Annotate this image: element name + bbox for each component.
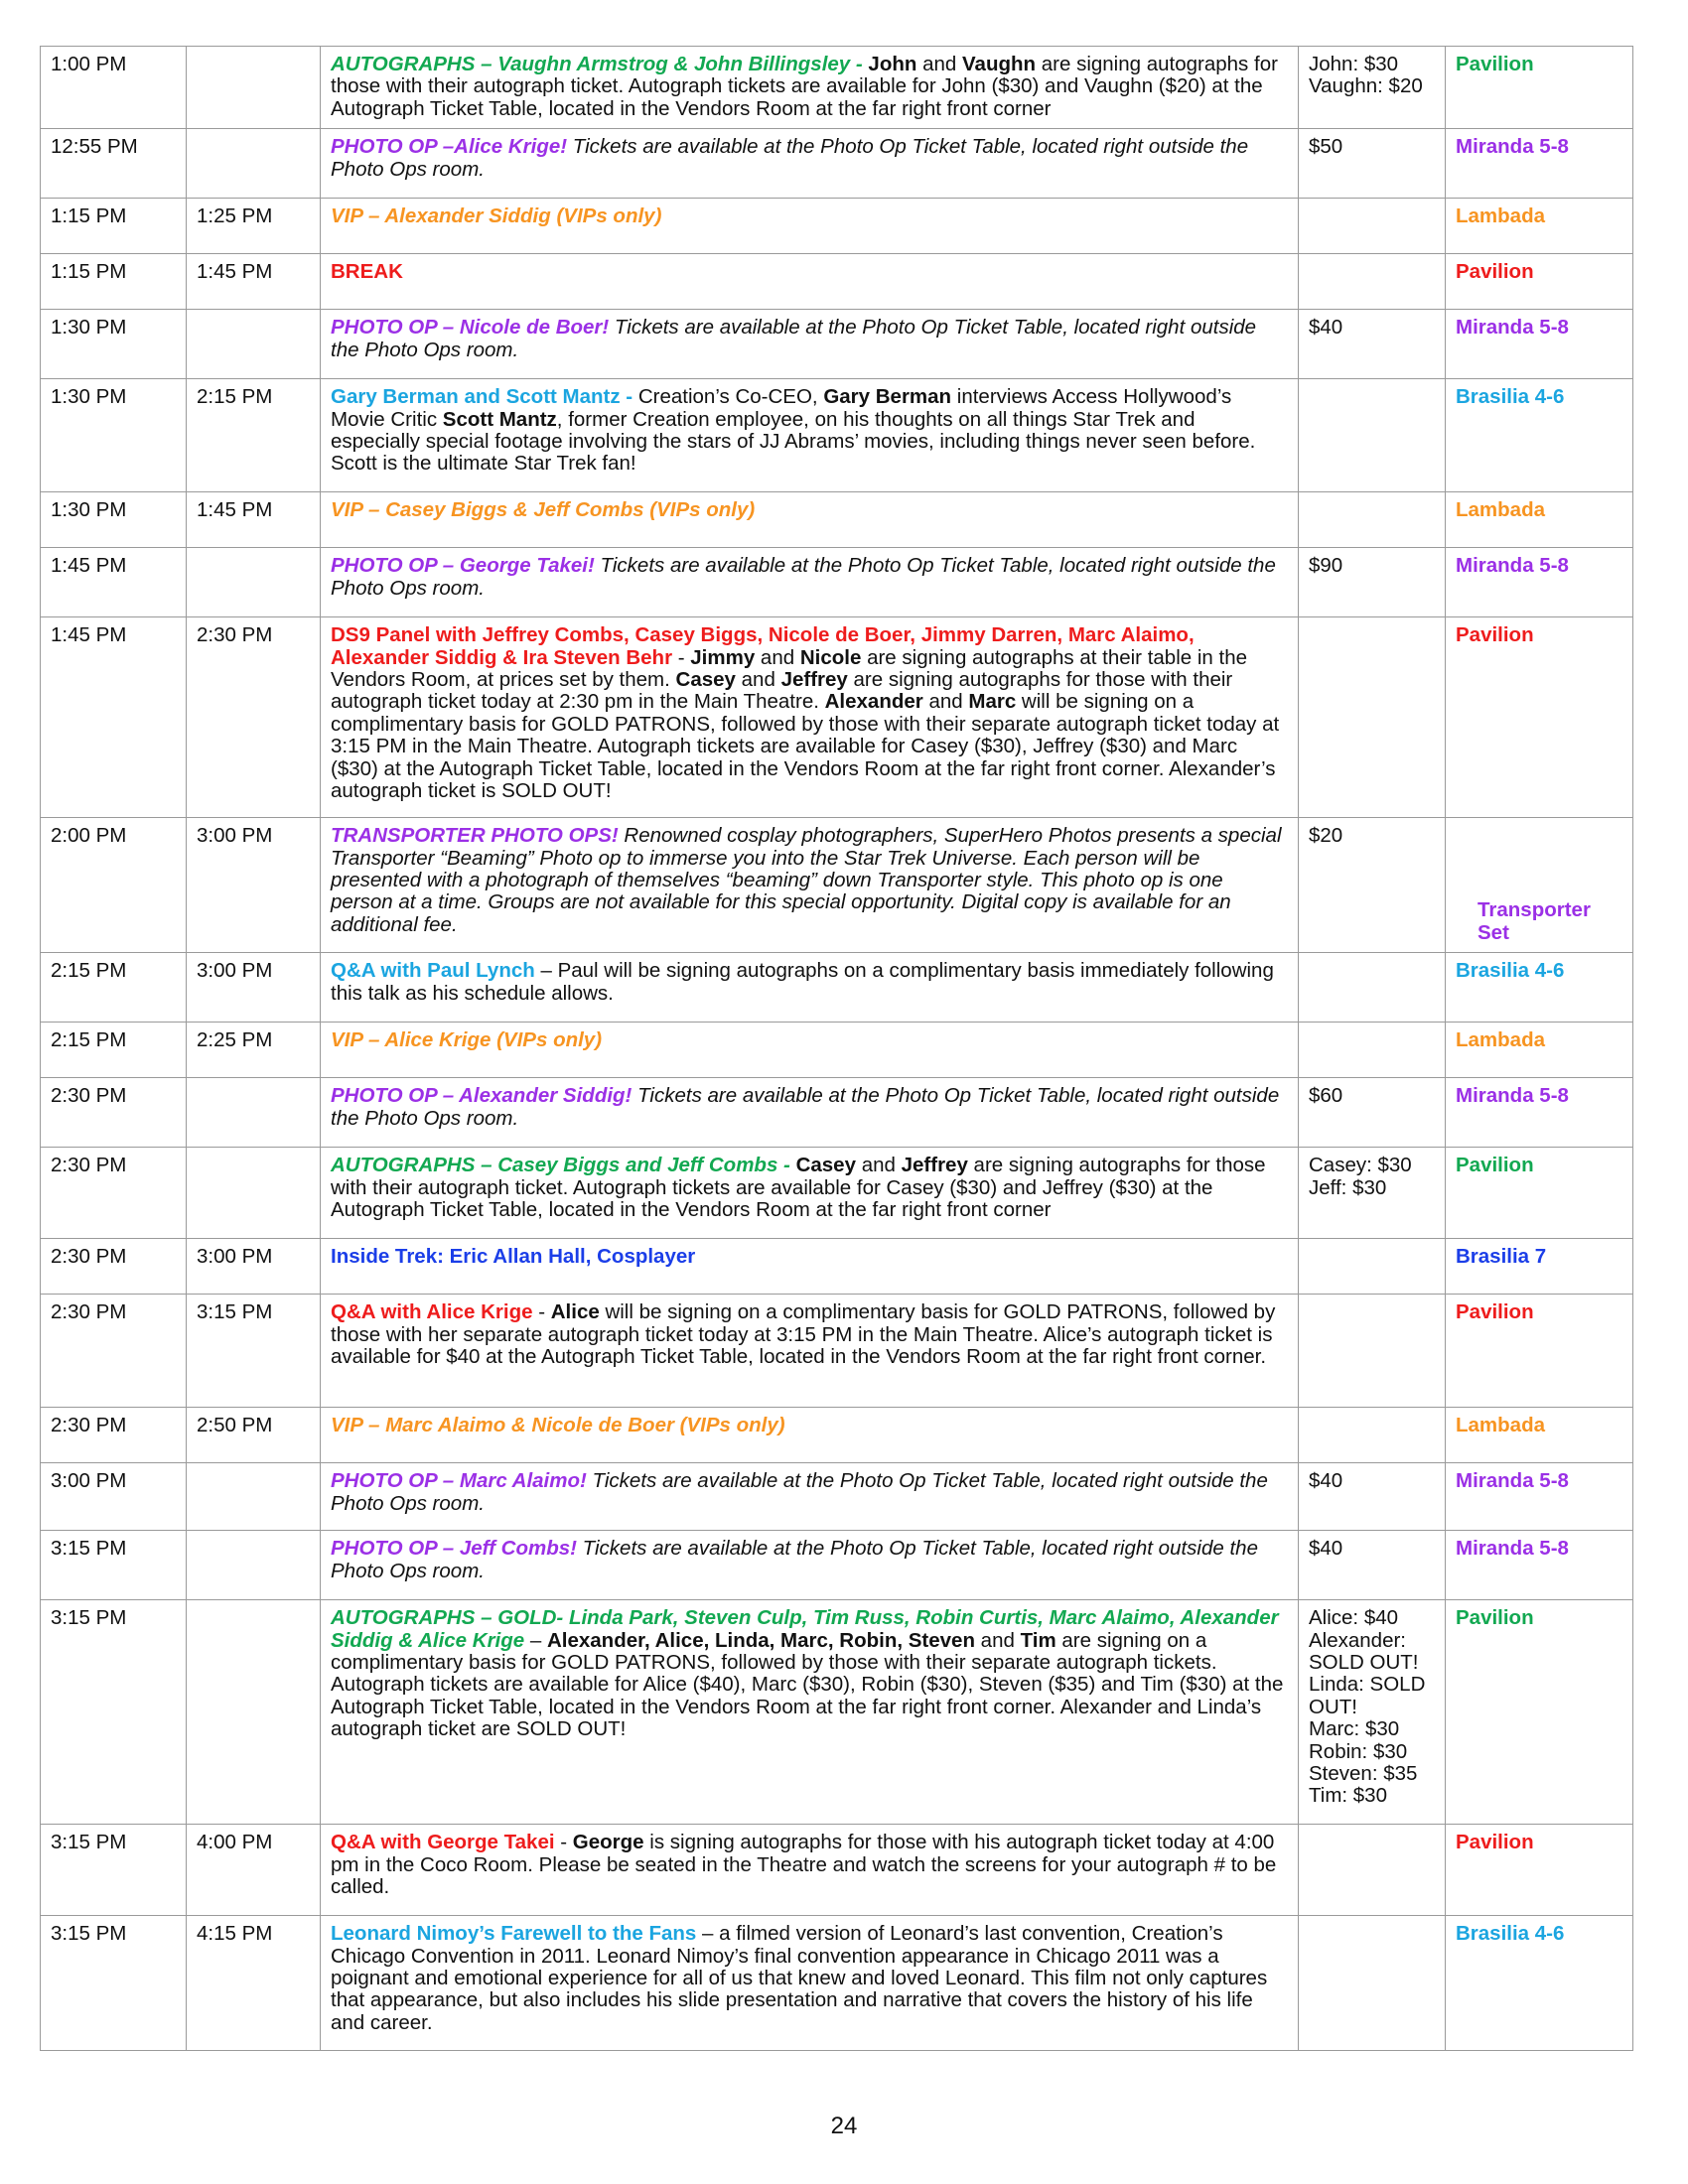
price-cell [1299,953,1446,1023]
event-description [321,47,1299,129]
event-title: VIP – Alexander Siddig (VIPs only) [331,205,662,228]
end-time: 2:25 PM [187,1023,321,1078]
room-name: Miranda 5-8 [1446,1463,1633,1531]
event-title: VIP – Marc Alaimo & Nicole de Boer (VIPs only) [331,1414,785,1437]
event-detail-text: are signing autographs for those with their autograph ticket. Autograph tickets are available for John ($30) and Vaughn ($20) at the Autograph Ticket Table, located in the Vendors Room at the far right front corner [331,53,1278,120]
end-time: 2:30 PM [187,617,321,818]
end-time: 3:00 PM [187,818,321,953]
end-time [187,1600,321,1825]
event-title: Alice Krige [426,1300,533,1324]
start-time: 1:15 PM [41,199,187,254]
end-time: 1:25 PM [187,199,321,254]
event-detail-text: Tickets are available at the Photo Op Ticket Table, located right outside the Photo Ops room. [331,1537,1258,1582]
guest-name: Alexander [824,690,923,714]
schedule-row [41,1531,1633,1600]
event-title: Inside Trek: Eric Allan Hall, Cosplayer [331,1245,696,1269]
event-description [321,1463,1299,1531]
event-title: AUTOGRAPHS – Casey Biggs and Jeff Combs - [331,1154,790,1177]
event-description [321,1600,1299,1825]
price-line: $90 [1309,554,1343,578]
price-line: Robin: $30 [1309,1739,1408,1763]
end-time [187,1148,321,1239]
guest-name: Alice [550,1300,600,1324]
event-detail-text: - [554,1831,573,1854]
start-time: 2:15 PM [41,1023,187,1078]
price-cell [1299,1408,1446,1463]
price-line: $20 [1309,824,1343,848]
end-time [187,129,321,199]
end-time: 2:50 PM [187,1408,321,1463]
guest-name: Alexander, Alice, Linda, Marc, Robin, Steven [546,1628,975,1652]
event-detail-text: – [524,1628,547,1652]
price-cell [1299,1295,1446,1408]
guest-name: Casey [795,1154,856,1177]
end-time: 3:00 PM [187,953,321,1023]
schedule-row [41,953,1633,1023]
price-line: Vaughn: $20 [1309,74,1423,98]
event-detail-text: – Paul will be signing autographs on a complimentary basis immediately following this talk as his schedule allows. [331,959,1274,1005]
room-name: Brasilia 4-6 [1446,379,1633,492]
guest-name: Gary Berman [823,385,952,409]
room-name: Pavilion [1446,1295,1633,1408]
event-description [321,1408,1299,1463]
price-line: Alexander: SOLD OUT! [1309,1628,1419,1675]
end-time [187,1078,321,1148]
guest-name: Tim [1020,1628,1056,1652]
event-description [321,310,1299,379]
schedule-row [41,1148,1633,1239]
event-title: PHOTO OP – Jeff Combs! [331,1537,577,1561]
end-time [187,548,321,617]
event-detail-text: and [856,1154,902,1177]
page-number: 24 [830,2113,858,2139]
schedule-row [41,492,1633,548]
schedule-rows [41,47,1633,2051]
event-description [321,1916,1299,2051]
schedule-row [41,548,1633,617]
event-description [321,818,1299,953]
price-cell [1299,1239,1446,1295]
start-time: 1:30 PM [41,379,187,492]
event-detail-text: , former Creation employee, on his thoughts on all things Star Trek and especially special footage involving the stars of JJ Abrams’ movies, including things never seen before. Scott is the ultimate Star Trek fan! [331,407,1256,476]
guest-name: George [572,1831,644,1854]
event-detail-text: and [735,668,781,692]
schedule-row [41,1295,1633,1408]
schedule-row [41,1916,1633,2051]
price-cell [1299,1916,1446,2051]
event-detail-text: and [755,645,800,669]
price-cell [1299,1825,1446,1916]
schedule-row [41,129,1633,199]
event-detail-text: Tickets are available at the Photo Op Ticket Table, located right outside the Photo Ops room. [331,554,1276,600]
event-detail-text: are signing on a complimentary basis for GOLD PATRONS, followed by those with their separate autograph tickets. Autograph tickets are available for Alice ($40), Marc ($30), Robin ($30), Steven ($35) and Tim ($30) at the Autograph Ticket Table, located in the Vendors Room at the far right front corner. Alexander and Linda’s autograph ticket are SOLD OUT! [331,1628,1284,1741]
price-line: $50 [1309,135,1343,159]
event-detail-text: – a filmed version of Leonard’s last convention, Creation’s Chicago Convention in 2011. Leonard Nimoy’s final convention appearance in Chicago 2011 was a poignant and emotional experience for all of us that knew and loved Leonard. This film not only captures that appearance, but also includes his slide presentation and narrative that covers the history of his life and career. [331,1922,1268,2034]
event-description [321,1148,1299,1239]
room-name: Pavilion [1446,1148,1633,1239]
price-cell [1299,1531,1446,1600]
event-description [321,254,1299,310]
event-title: Gary Berman and Scott Mantz - [331,385,633,409]
start-time: 3:15 PM [41,1531,187,1600]
event-detail-text: is signing autographs for those with his autograph ticket today at 4:00 pm in the Coco Room. Please be seated in the Theatre and watch the screens for your autograph # to be called. [331,1831,1277,1899]
room-name: Brasilia 4-6 [1446,1916,1633,2051]
start-time: 1:45 PM [41,617,187,818]
price-line: $40 [1309,316,1343,340]
price-line: Casey: $30 [1309,1154,1412,1177]
start-time: 3:15 PM [41,1916,187,2051]
room-name: Brasilia 7 [1446,1239,1633,1295]
event-detail-text: Renowned cosplay photographers, SuperHero Photos presents a special Transporter “Beaming” Photo op to immerse you into the Star Trek Universe. Each person will be presented with a photograph of themselves “beaming” down Transporter style. This photo op is one person at a time. Groups are not available for this special opportunity. Digital copy is available for an additional fee. [331,824,1282,936]
event-description [321,953,1299,1023]
price-cell [1299,1600,1446,1825]
room-name: Pavilion [1446,617,1633,818]
schedule-row [41,1463,1633,1531]
schedule-row [41,47,1633,129]
event-description [321,199,1299,254]
guest-name: Vaughn [962,53,1037,75]
schedule-row [41,1600,1633,1825]
event-detail-text: are signing autographs for those with their autograph ticket today at 2:30 pm in the Main Theatre. [331,668,1233,714]
price-cell [1299,47,1446,129]
price-line: Steven: $35 [1309,1762,1418,1786]
schedule-row [41,254,1633,310]
price-cell [1299,617,1446,818]
end-time [187,47,321,129]
price-line: $40 [1309,1469,1343,1493]
event-description [321,492,1299,548]
event-detail-text: are signing autographs at their table in the Vendors Room, at prices set by them. [331,645,1247,692]
end-time [187,1463,321,1531]
end-time: 4:00 PM [187,1825,321,1916]
event-title: AUTOGRAPHS – Vaughn Armstrog & John Billingsley - [331,53,863,75]
room-name: Pavilion [1446,47,1633,129]
start-time: 1:30 PM [41,492,187,548]
guest-name: Marc [968,690,1017,714]
event-detail-text: are signing autographs for those with their autograph ticket. Autograph tickets are available for Casey ($30) and Jeffrey ($30) at the Autograph Ticket Table, located in the Vendors Room at the far right front corner [331,1154,1266,1222]
event-title: Leonard Nimoy’s Farewell to the Fans [331,1922,697,1946]
price-cell [1299,548,1446,617]
price-line: $40 [1309,1537,1343,1561]
event-description [321,1825,1299,1916]
guest-name: Jeffrey [780,668,848,692]
event-description [321,548,1299,617]
event-description [321,1295,1299,1408]
event-title: AUTOGRAPHS – GOLD- Linda Park, Steven Culp, Tim Russ, Robin Curtis, Marc Alaimo, Alexander Siddig & Alice Krige [331,1606,1279,1652]
end-time [187,310,321,379]
price-cell [1299,1078,1446,1148]
price-cell [1299,199,1446,254]
room-name: Pavilion [1446,1600,1633,1825]
schedule-row [41,199,1633,254]
event-detail-text: and [916,53,962,75]
room-name: Pavilion [1446,1825,1633,1916]
event-description [321,617,1299,818]
room-name: Miranda 5-8 [1446,1078,1633,1148]
price-cell [1299,1463,1446,1531]
event-description [321,1078,1299,1148]
price-cell [1299,492,1446,548]
event-detail-text: interviews Access Hollywood’s Movie Critic [331,385,1232,431]
price-cell [1299,129,1446,199]
event-detail-text: will be signing on a complimentary basis for GOLD PATRONS, followed by those with her separate autograph ticket today at 3:15 PM in the Main Theatre. Alice’s autograph ticket is available for $40 at the Autograph Ticket Table, located in the Vendors Room at the far right front corner. [331,1300,1276,1369]
room-name: Miranda 5-8 [1446,548,1633,617]
event-title: TRANSPORTER PHOTO OPS! [331,824,619,848]
event-detail-text: - [532,1300,551,1324]
event-title: PHOTO OP – Marc Alaimo! [331,1469,587,1493]
start-time: 2:00 PM [41,818,187,953]
event-detail-text: Creation’s Co-CEO, [633,385,824,409]
event-description [321,1023,1299,1078]
schedule-page [40,46,1632,2051]
start-time: 3:00 PM [41,1463,187,1531]
guest-name: Jeffrey [901,1154,968,1177]
price-line: Jeff: $30 [1309,1175,1387,1199]
guest-name: Scott Mantz [442,407,557,431]
start-time: 2:30 PM [41,1148,187,1239]
room-name: Miranda 5-8 [1446,1531,1633,1600]
room-name: Lambada [1446,1408,1633,1463]
end-time: 3:00 PM [187,1239,321,1295]
end-time: 2:15 PM [187,379,321,492]
price-cell [1299,818,1446,953]
start-time: 1:30 PM [41,310,187,379]
event-detail-text: Tickets are available at the Photo Op Ticket Table, located right outside the Photo Ops room. [331,316,1257,361]
event-detail-text: and [974,1628,1021,1652]
event-description [321,129,1299,199]
price-line: Tim: $30 [1309,1784,1387,1808]
price-line: John: $30 [1309,53,1399,75]
end-time: 3:15 PM [187,1295,321,1408]
event-detail-text: Tickets are available at the Photo Op Ticket Table, located right outside the Photo Ops room. [331,1469,1268,1515]
end-time: 4:15 PM [187,1916,321,2051]
price-cell [1299,310,1446,379]
event-title: VIP – Casey Biggs & Jeff Combs (VIPs only) [331,498,756,522]
start-time: 2:30 PM [41,1408,187,1463]
schedule-row [41,1023,1633,1078]
end-time: 1:45 PM [187,254,321,310]
start-time: 3:15 PM [41,1600,187,1825]
start-time: 12:55 PM [41,129,187,199]
event-title-prefix: Q&A with [331,1300,427,1324]
event-description [321,1531,1299,1600]
event-detail-text: Tickets are available at the Photo Op Ticket Table, located right outside the Photo Ops room. [331,135,1249,181]
schedule-row [41,818,1633,953]
guest-name: Casey [675,668,736,692]
event-title: VIP – Alice Krige (VIPs only) [331,1028,603,1052]
room-name: Miranda 5-8 [1446,129,1633,199]
price-cell [1299,379,1446,492]
event-detail-text: and [922,690,969,714]
price-line: Linda: SOLD OUT! [1309,1673,1426,1718]
guest-name: John [868,53,917,75]
event-title: PHOTO OP – Alexander Siddig! [331,1084,633,1108]
start-time: 1:45 PM [41,548,187,617]
schedule-row [41,617,1633,818]
start-time: 1:15 PM [41,254,187,310]
price-line: $60 [1309,1084,1343,1108]
event-title: PHOTO OP – George Takei! [331,554,595,578]
start-time: 2:15 PM [41,953,187,1023]
event-detail-text: Tickets are available at the Photo Op Ticket Table, located right outside the Photo Ops room. [331,1084,1280,1130]
end-time: 1:45 PM [187,492,321,548]
event-description [321,1239,1299,1295]
start-time: 1:00 PM [41,47,187,129]
event-title: DS9 Panel with Jeffrey Combs, Casey Biggs, Nicole de Boer, Jimmy Darren, Marc Alaimo, Alexander Siddig & Ira Steven Behr [331,623,1195,669]
start-time: 3:15 PM [41,1825,187,1916]
start-time: 2:30 PM [41,1078,187,1148]
schedule-row [41,1825,1633,1916]
event-description [321,379,1299,492]
guest-name: Jimmy [690,645,756,669]
price-line: Marc: $30 [1309,1717,1400,1741]
room-name: Lambada [1446,1023,1633,1078]
schedule-row [41,310,1633,379]
start-time: 2:30 PM [41,1239,187,1295]
price-cell [1299,1023,1446,1078]
event-title: PHOTO OP – Nicole de Boer! [331,316,610,340]
event-detail-text: will be signing on a complimentary basis for GOLD PATRONS, followed by those with their separate autograph ticket today at 3:15 PM in the Main Theatre. Autograph tickets are available for Casey ($30), Jeffrey ($30) and Marc ($30) at the Autograph Ticket Table, located in the Vendors Room at the far right front corner. Alexander’s autograph ticket is SOLD OUT! [331,690,1280,803]
room-name: Miranda 5-8 [1446,310,1633,379]
room-name: Lambada [1446,199,1633,254]
room-name: Transporter Set [1446,818,1633,953]
event-detail-text: - [672,645,691,669]
price-cell [1299,1148,1446,1239]
event-title: BREAK [331,260,403,284]
start-time: 2:30 PM [41,1295,187,1408]
event-title: PHOTO OP –Alice Krige! [331,135,568,159]
guest-name: Nicole [799,645,862,669]
room-name: Brasilia 4-6 [1446,953,1633,1023]
room-name: Lambada [1446,492,1633,548]
event-title: Q&A with Paul Lynch [331,959,535,983]
schedule-row [41,1239,1633,1295]
event-title: George Takei [427,1831,555,1854]
room-name: Pavilion [1446,254,1633,310]
schedule-row [41,1408,1633,1463]
schedule-table [40,46,1633,2051]
price-cell [1299,254,1446,310]
schedule-row [41,379,1633,492]
end-time [187,1531,321,1600]
schedule-row [41,1078,1633,1148]
price-line: Alice: $40 [1309,1606,1399,1630]
event-title-prefix: Q&A with [331,1831,428,1854]
